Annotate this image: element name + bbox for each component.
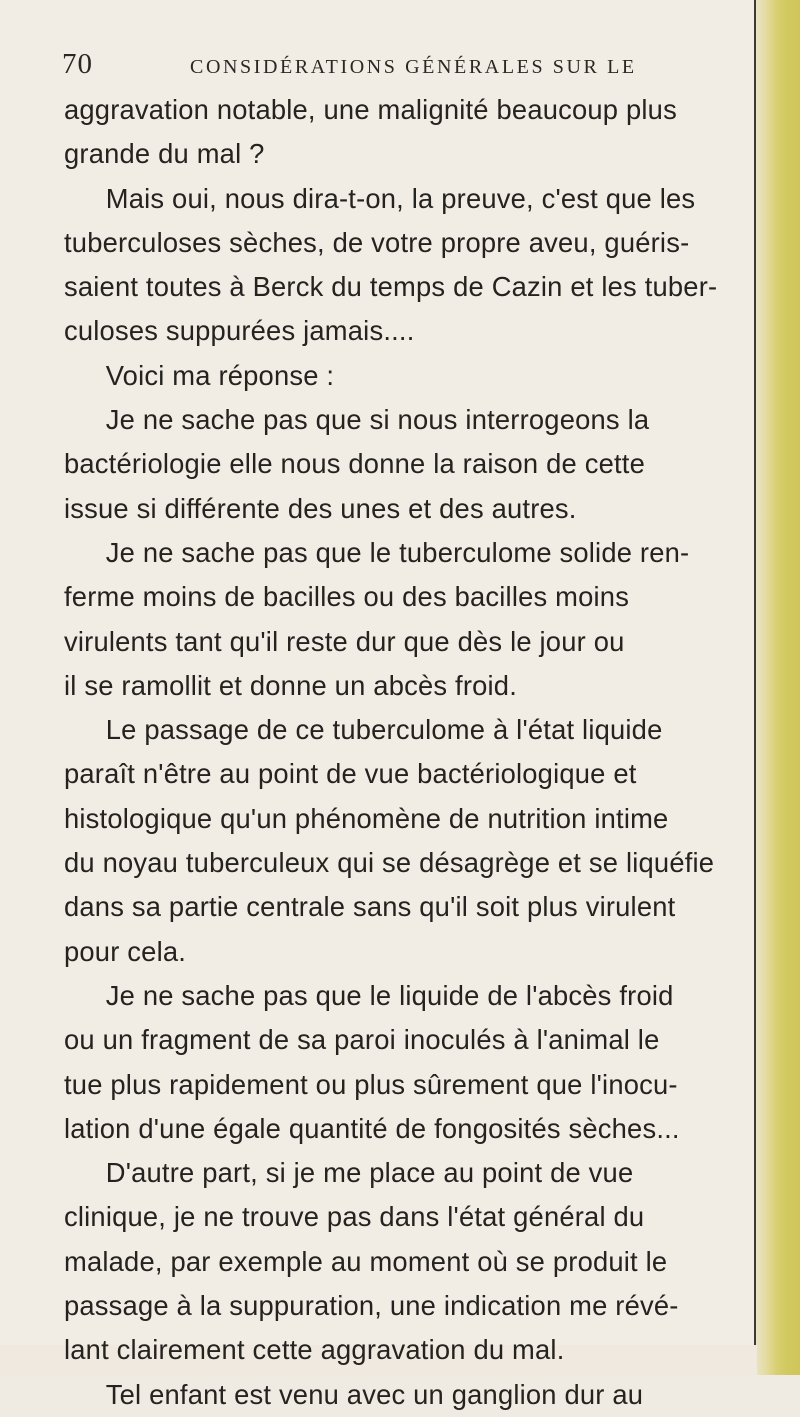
text-line: bactériologie elle nous donne la raison de cette [64, 448, 646, 480]
text-line: lation d'une égale quantité de fongosités sèches... [64, 1112, 680, 1144]
text-line: il se ramollit et donne un abcès froid. [64, 669, 517, 701]
text-line: paraît n'être au point de vue bactériologique et [64, 758, 637, 790]
text-line: Je ne sache pas que le liquide de l'abcès froid [105, 979, 674, 1011]
text-line: aggravation notable, une malignité beaucoup plus [64, 94, 677, 125]
text-line: saient toutes à Berck du temps de Cazin et les tuber- [64, 271, 718, 303]
text-line: culoses suppurées jamais.... [64, 315, 415, 347]
running-head: CONSIDÉRATIONS GÉNÉRALES SUR LE [190, 56, 637, 78]
text-line: issue si différente des unes et des autres. [64, 492, 577, 524]
text-line: lant clairement cette aggravation du mal. [64, 1334, 565, 1366]
text-line: Je ne sache pas que le tuberculome solide ren- [105, 536, 690, 568]
text-line: clinique, je ne trouve pas dans l'état général du [64, 1201, 645, 1233]
text-line: Le passage de ce tuberculome à l'état liquide [105, 714, 663, 746]
text-line: pour cela. [64, 935, 187, 967]
page-header [62, 48, 742, 92]
text-line: ferme moins de bacilles ou des bacilles moins [64, 581, 630, 613]
text-line: tuberculoses sèches, de votre propre aveu, guéris- [64, 226, 690, 258]
text-line: Voici ma réponse : [105, 359, 335, 391]
text-line: tue plus rapidement ou plus sûrement que l'inocu- [64, 1068, 678, 1100]
text-line: Je ne sache pas que si nous interrogeons la [105, 404, 650, 436]
body-text [64, 88, 744, 1417]
text-line: Tel enfant est venu avec un ganglion dur au [105, 1378, 644, 1410]
text-line: Mais oui, nous dira-t-on, la preuve, c'est que les [105, 182, 696, 214]
page-number: 70 [62, 48, 93, 80]
text-line: grande du mal ? [64, 138, 265, 170]
text-line: malade, par exemple au moment où se produit le [64, 1245, 668, 1277]
page-edge-stain [756, 0, 800, 1375]
text-line: dans sa partie centrale sans qu'il soit plus virulent [64, 891, 676, 923]
text-line: ou un fragment de sa paroi inoculés à l'animal le [64, 1024, 660, 1056]
text-line: passage à la suppuration, une indication me révé- [64, 1290, 679, 1322]
text-line: histologique qu'un phénomène de nutrition intime [64, 802, 669, 834]
text-line: virulents tant qu'il reste dur que dès le jour ou [64, 625, 625, 657]
text-line: du noyau tuberculeux qui se désagrège et se liquéfie [64, 847, 715, 879]
text-line: D'autre part, si je me place au point de vue [105, 1157, 634, 1189]
